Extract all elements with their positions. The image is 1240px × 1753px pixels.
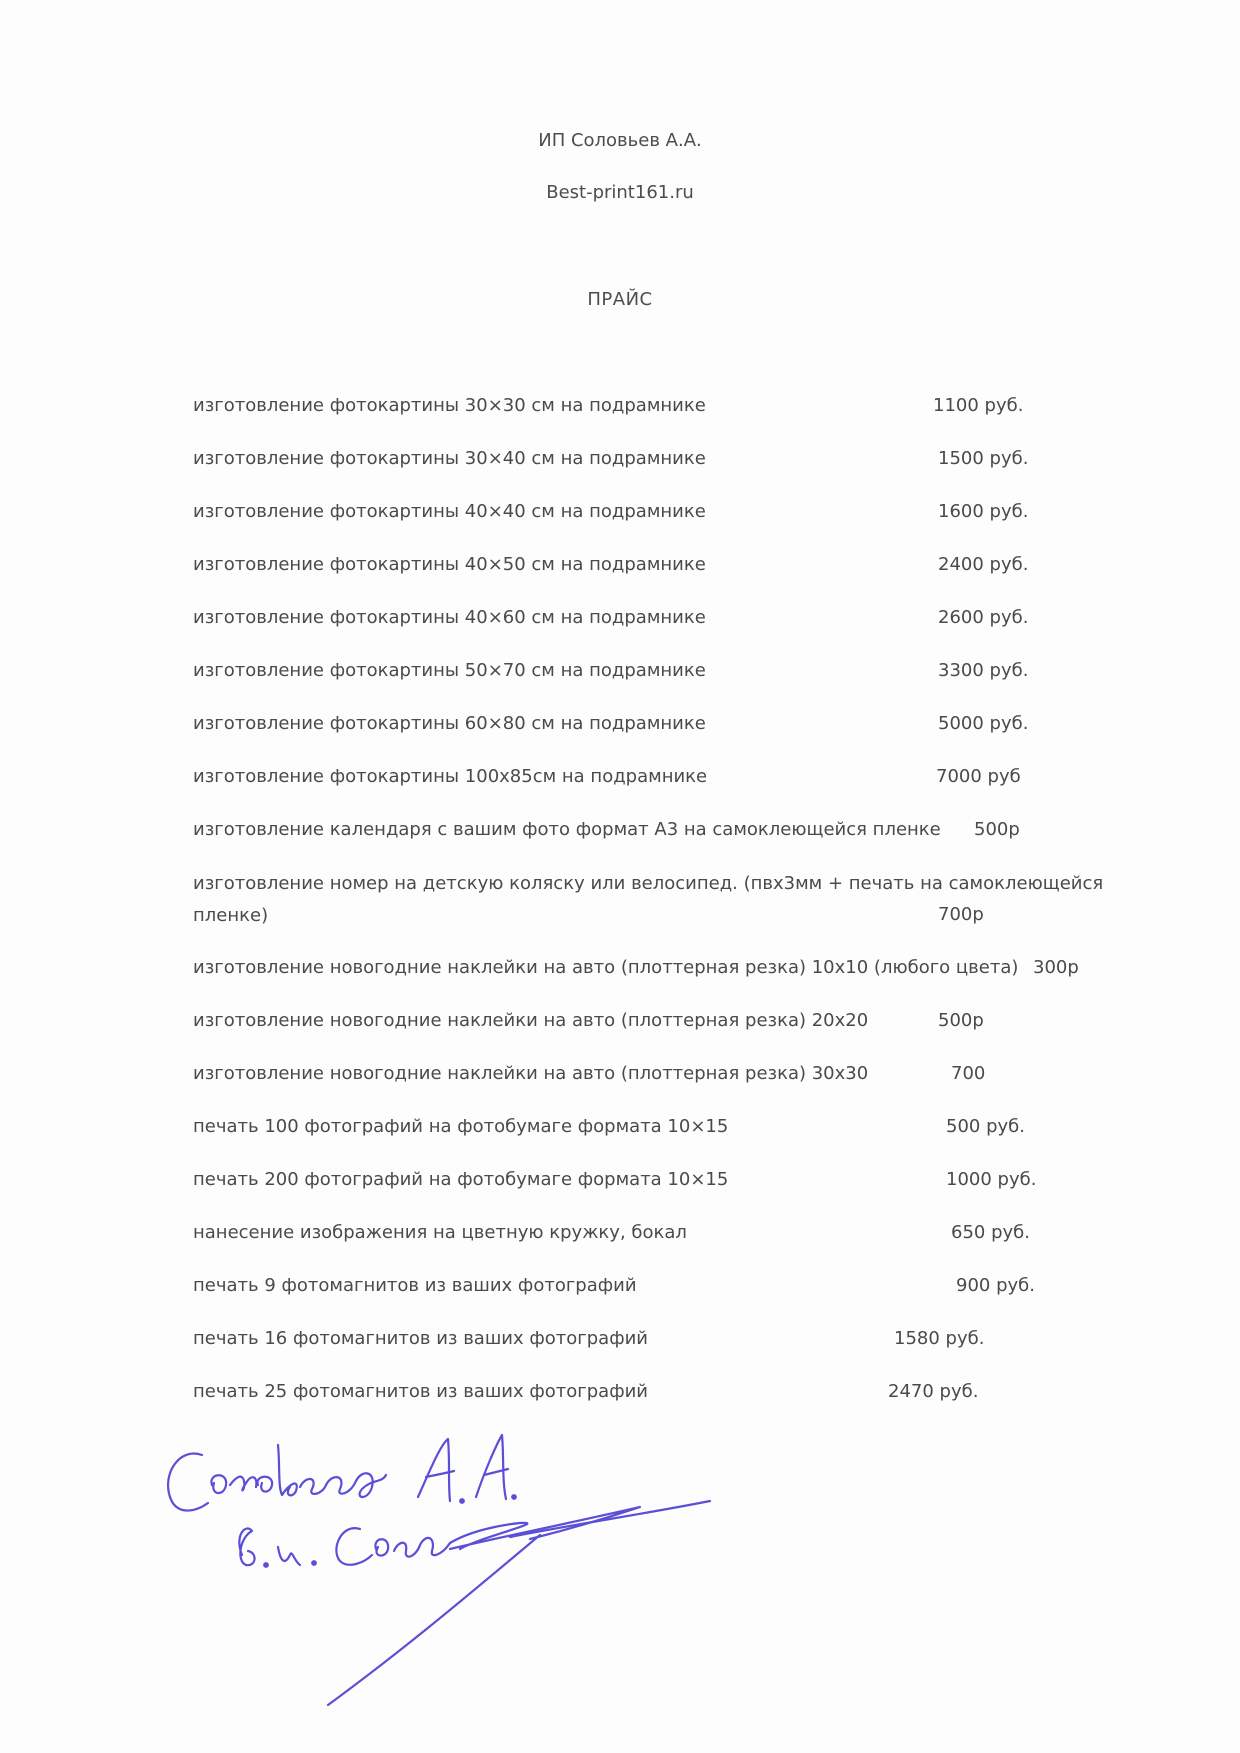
item-description: изготовление номер на детскую коляску или велосипед. (пвх3мм + печать на самоклеющейся пленке): [193, 873, 1104, 926]
item-price: 3300 руб.: [938, 660, 1029, 681]
list-item: [0, 1116, 1240, 1146]
item-price: 1580 руб.: [894, 1328, 985, 1349]
list-item: [0, 819, 1240, 849]
item-description: изготовление фотокартины 40×50 см на подрамнике: [193, 554, 706, 575]
item-description: изготовление фотокартины 50×70 см на подрамнике: [193, 660, 706, 681]
item-price: 900 руб.: [956, 1275, 1035, 1296]
list-item: [0, 395, 1240, 425]
item-price: 500р: [974, 819, 1020, 840]
list-item: [0, 713, 1240, 743]
document-title: ПРАЙС: [587, 289, 653, 310]
list-item: [0, 1010, 1240, 1040]
website: Best-print161.ru: [546, 182, 694, 203]
list-item: [0, 1063, 1240, 1093]
item-description: изготовление фотокартины 40×40 см на подрамнике: [193, 501, 706, 522]
list-item: [0, 766, 1240, 796]
item-price: 1100 руб.: [933, 395, 1024, 416]
list-item: [0, 501, 1240, 531]
item-price: 2600 руб.: [938, 607, 1029, 628]
list-item: [0, 1275, 1240, 1305]
item-price: 5000 руб.: [938, 713, 1029, 734]
item-price: 700р: [938, 904, 984, 925]
item-price: 1500 руб.: [938, 448, 1029, 469]
item-price: 700: [951, 1063, 986, 1084]
list-item: [0, 957, 1240, 987]
item-description: изготовление фотокартины 30×30 см на подрамнике: [193, 395, 706, 416]
handwritten-signature: [150, 1425, 750, 1715]
item-description: печать 100 фотографий на фотобумаге формата 10×15: [193, 1116, 729, 1137]
list-item: [0, 868, 1240, 934]
item-description: изготовление новогодние наклейки на авто (плоттерная резка) 10х10 (любого цвета): [193, 957, 1019, 978]
item-price: 1600 руб.: [938, 501, 1029, 522]
item-description: печать 200 фотографий на фотобумаге формата 10×15: [193, 1169, 729, 1190]
item-description: изготовление фотокартины 40×60 см на подрамнике: [193, 607, 706, 628]
list-item: [0, 554, 1240, 584]
item-price: 650 руб.: [951, 1222, 1030, 1243]
list-item: [0, 1222, 1240, 1252]
item-price: 500 руб.: [946, 1116, 1025, 1137]
item-price: 500р: [938, 1010, 984, 1031]
item-description: изготовление фотокартины 30×40 см на подрамнике: [193, 448, 706, 469]
item-description: изготовление календаря с вашим фото формат А3 на самоклеющейся пленке: [193, 819, 941, 840]
item-price: 7000 руб: [936, 766, 1021, 787]
item-price: 2470 руб.: [888, 1381, 979, 1402]
item-description: изготовление фотокартины 100х85см на подрамнике: [193, 766, 708, 787]
item-description: изготовление новогодние наклейки на авто (плоттерная резка) 30х30: [193, 1063, 869, 1084]
item-description: изготовление новогодние наклейки на авто (плоттерная резка) 20х20: [193, 1010, 869, 1031]
item-description: нанесение изображения на цветную кружку, бокал: [193, 1222, 687, 1243]
list-item: [0, 607, 1240, 637]
list-item: [0, 448, 1240, 478]
item-price: 2400 руб.: [938, 554, 1029, 575]
item-description: печать 9 фотомагнитов из ваших фотографий: [193, 1275, 637, 1296]
item-description: печать 25 фотомагнитов из ваших фотографий: [193, 1381, 648, 1402]
item-price: 300р: [1033, 957, 1079, 978]
list-item: [0, 1169, 1240, 1199]
item-description: изготовление фотокартины 60×80 см на подрамнике: [193, 713, 706, 734]
item-description: печать 16 фотомагнитов из ваших фотографий: [193, 1328, 648, 1349]
item-price: 1000 руб.: [946, 1169, 1037, 1190]
list-item: [0, 1381, 1240, 1411]
list-item: [0, 660, 1240, 690]
signature-drawing: [150, 1425, 750, 1715]
list-item: [0, 1328, 1240, 1358]
company-name: ИП Соловьев А.А.: [538, 130, 702, 151]
